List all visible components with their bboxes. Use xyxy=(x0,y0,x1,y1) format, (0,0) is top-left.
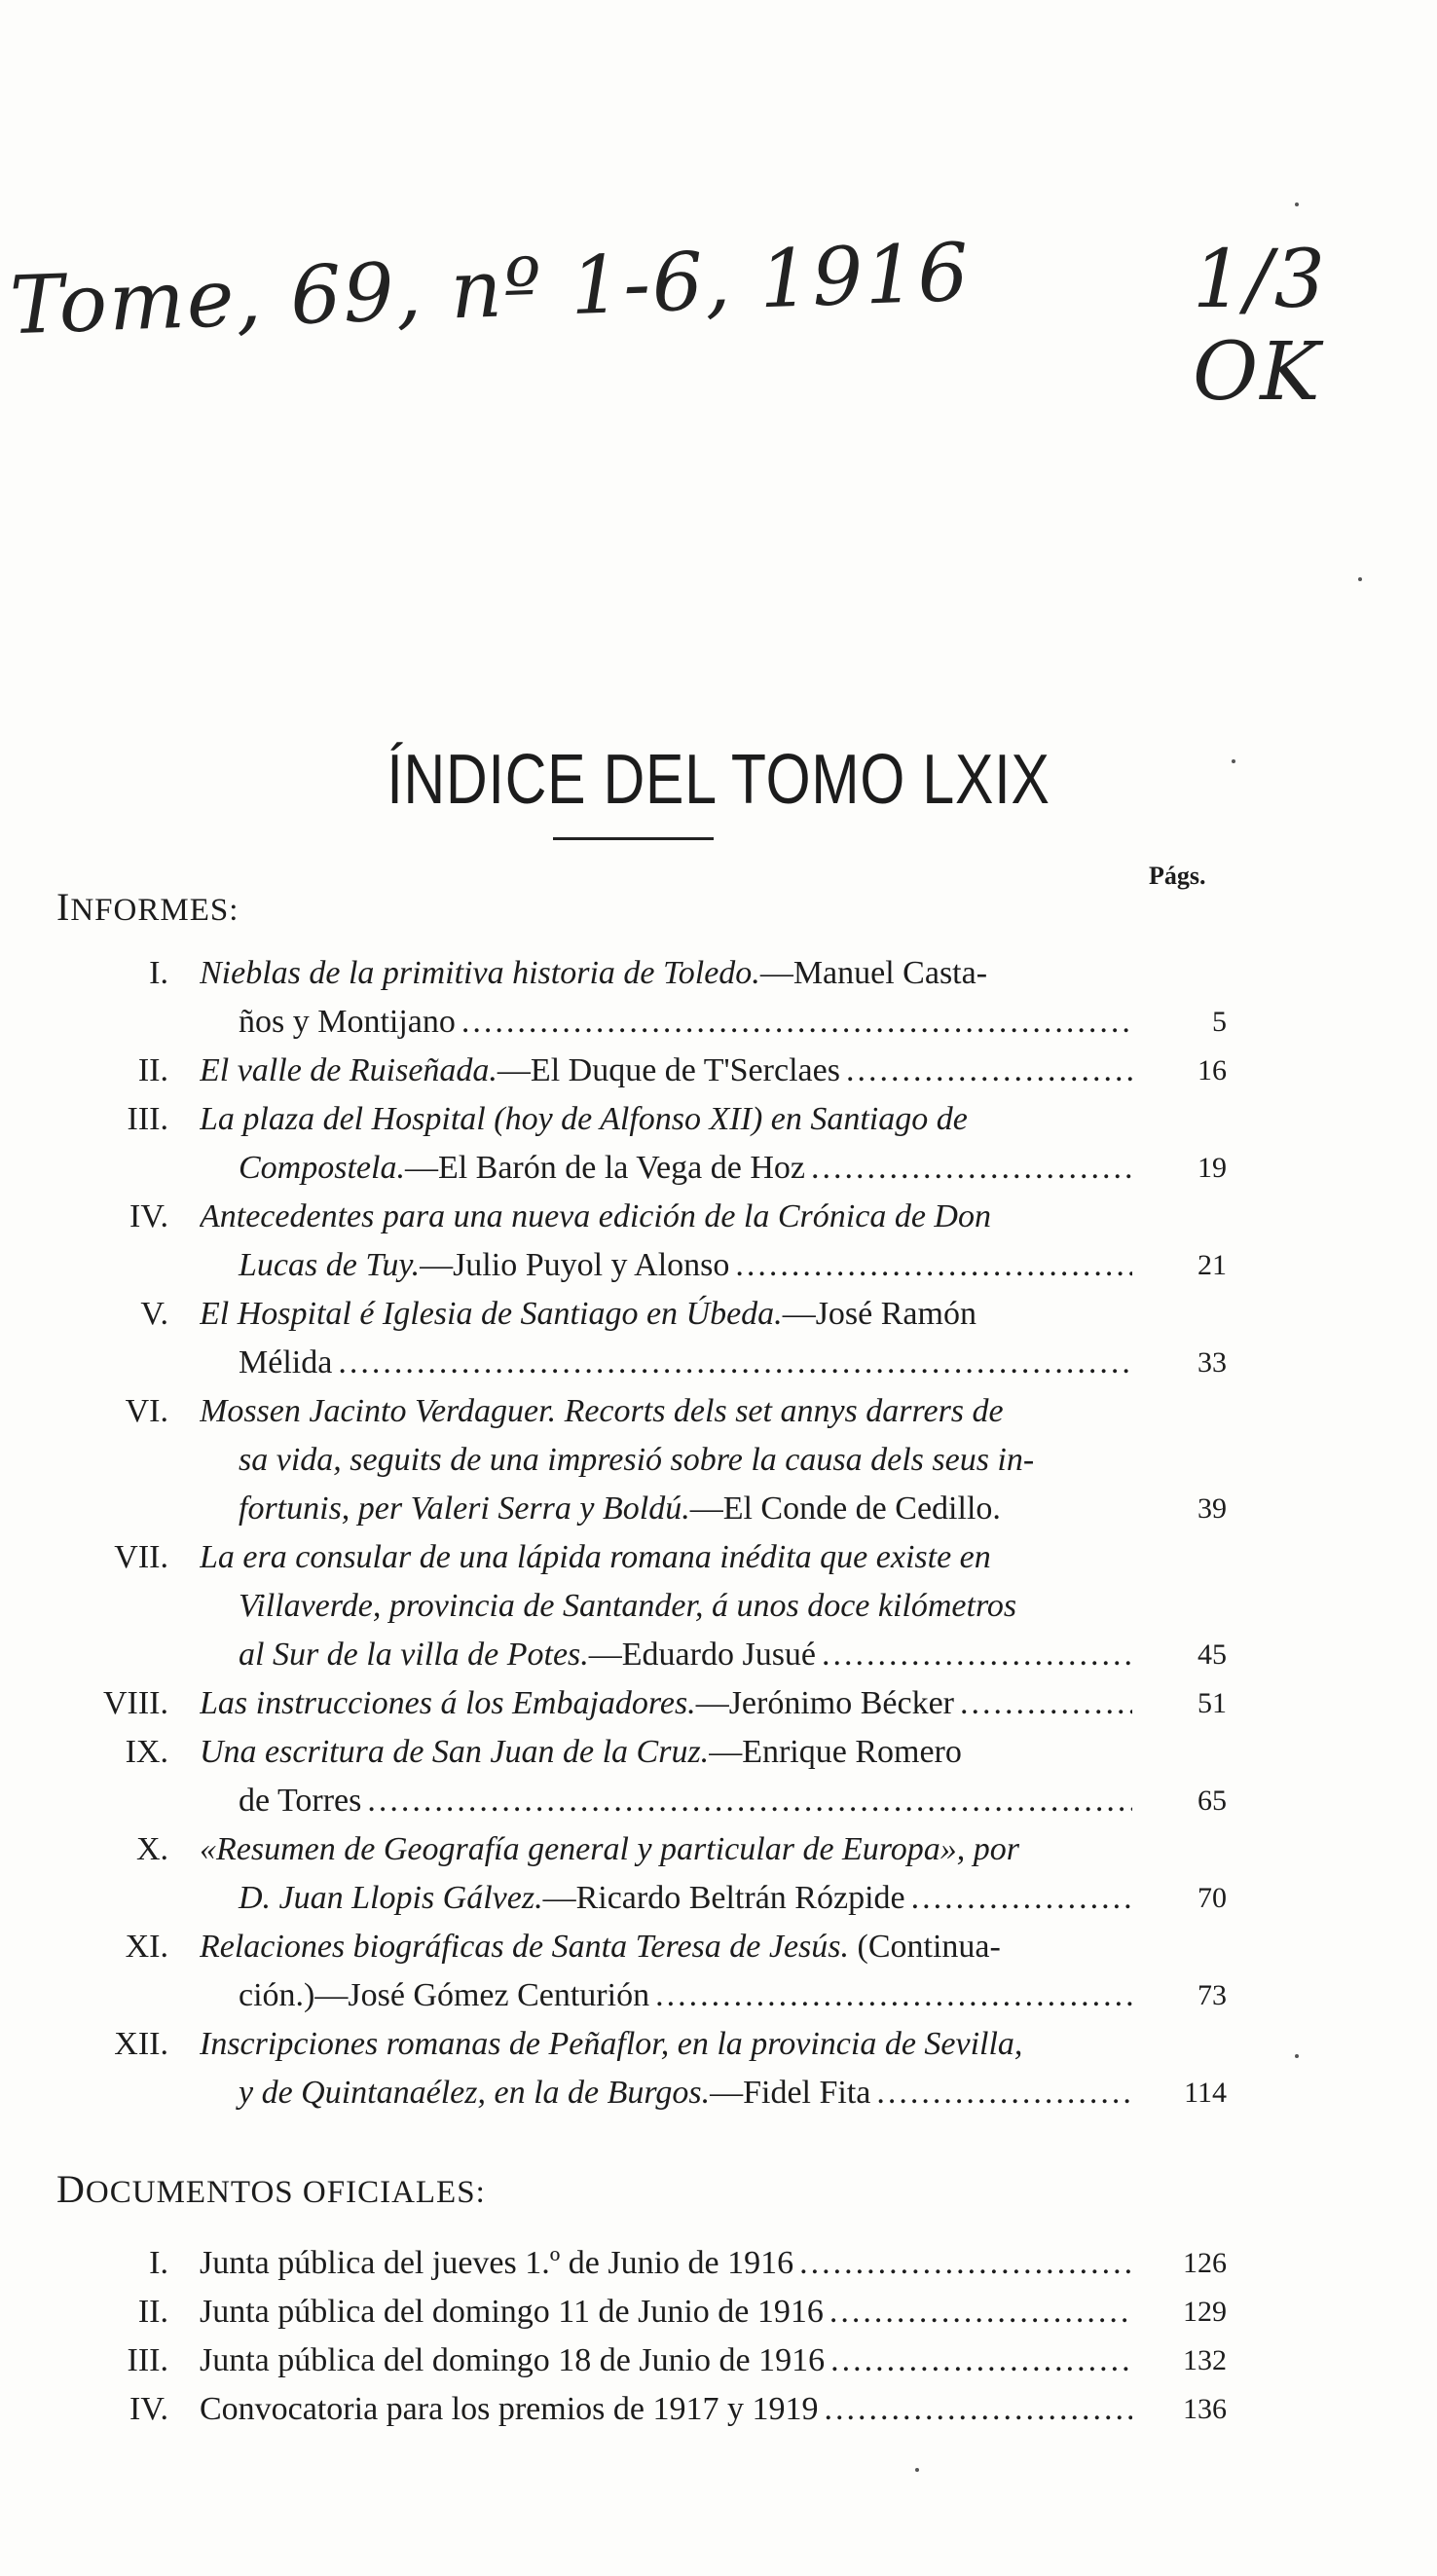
entry-page: 70 xyxy=(1198,1882,1227,1914)
entry-page: 21 xyxy=(1198,1249,1227,1281)
entry-author-cont: ños y Montijano xyxy=(239,1004,456,1040)
heading-rest: NFORMES: xyxy=(70,893,240,928)
entry-title-cont: al Sur de la villa de Potes. xyxy=(239,1637,589,1673)
entry-author: —El Barón de la Vega de Hoz xyxy=(404,1150,805,1186)
title-divider xyxy=(553,837,714,840)
heading-initial: D xyxy=(56,2167,86,2211)
entry-page: 132 xyxy=(1183,2344,1227,2376)
entry-number: IV. xyxy=(129,2391,168,2427)
leader-dots xyxy=(846,1047,1132,1095)
leader-dots xyxy=(960,1679,1132,1728)
entry-title: Las instrucciones á los Embajadores. xyxy=(200,1685,696,1721)
entry-line xyxy=(200,1339,1132,1387)
entry-page: 39 xyxy=(1198,1492,1227,1525)
entry-page: 129 xyxy=(1183,2296,1227,2328)
heading-rest: OCUMENTOS OFICIALES: xyxy=(85,2175,486,2210)
pages-column-label: Págs. xyxy=(1149,862,1206,890)
entry-text: Junta pública del domingo 11 de Junio de 1916 xyxy=(200,2294,824,2330)
entry-title-cont: Lucas de Tuy. xyxy=(239,1247,421,1283)
page-title: ÍNDICE DEL TOMO LXIX xyxy=(387,741,1050,819)
entry-line xyxy=(200,1874,1132,1923)
leader-dots xyxy=(876,2069,1132,2117)
entry-line xyxy=(200,1777,1132,1825)
entry-page: 136 xyxy=(1183,2393,1227,2425)
handwritten-volume-note: Tome, 69, nº 1-6, 1916 xyxy=(8,226,973,353)
entry-number: II. xyxy=(137,1052,168,1088)
leader-dots xyxy=(367,1777,1132,1825)
entry-line xyxy=(200,2288,1132,2337)
entry-author: —Eduardo Jusué xyxy=(588,1637,817,1673)
entry-line xyxy=(200,2337,1132,2385)
entry-title-cont: fortunis, per Valeri Serra y Boldú. xyxy=(239,1490,690,1527)
entry-author: —El Duque de T'Serclaes xyxy=(497,1052,840,1088)
entry-title: «Resumen de Geografía general y particular de Europa», por xyxy=(200,1831,1019,1867)
entry-page: 73 xyxy=(1198,1979,1227,2011)
entry-author-cont: de Torres xyxy=(239,1783,362,1819)
entry-page: 16 xyxy=(1198,1054,1227,1086)
entry-number: III. xyxy=(127,2342,168,2378)
entry-number: XII. xyxy=(114,2026,168,2062)
entry-page: 5 xyxy=(1212,1006,1227,1038)
entry-number: II. xyxy=(137,2294,168,2330)
entry-line xyxy=(200,2239,1132,2288)
entry-line xyxy=(200,2385,1132,2434)
entry-title: Inscripciones romanas de Peñaflor, en la provincia de Sevilla, xyxy=(200,2026,1023,2062)
entry-text: Junta pública del domingo 18 de Junio de 1916 xyxy=(200,2342,826,2378)
leader-dots xyxy=(655,1971,1132,2020)
entry-page: 45 xyxy=(1198,1638,1227,1671)
entry-title-cont: y de Quintanaélez, en la de Burgos. xyxy=(239,2075,711,2111)
entry-page: 33 xyxy=(1198,1346,1227,1379)
paper-speck xyxy=(1295,2054,1299,2058)
entry-number: VI. xyxy=(125,1393,168,1429)
entry-author: —Enrique Romero xyxy=(709,1734,962,1770)
entry-line xyxy=(200,1728,1132,1777)
entry-text: Convocatoria para los premios de 1917 y 1919 xyxy=(200,2391,819,2427)
entry-text: Junta pública del jueves 1.º de Junio de 1916 xyxy=(200,2245,794,2281)
paper-speck xyxy=(1358,577,1362,581)
entry-title: Una escritura de San Juan de la Cruz. xyxy=(200,1734,710,1770)
leader-dots xyxy=(799,2239,1132,2288)
entry-title-cont: Villaverde, provincia de Santander, á unos doce kilómetros xyxy=(239,1588,1017,1624)
entry-line xyxy=(200,1144,1132,1193)
entry-number: IX. xyxy=(125,1734,168,1770)
entry-number: I. xyxy=(149,2245,168,2281)
entry-author-cont: ción.)—José Gómez Centurión xyxy=(239,1977,650,2013)
heading-initial: I xyxy=(56,885,71,929)
entry-line xyxy=(200,1047,1132,1095)
entry-number: III. xyxy=(127,1101,168,1137)
leader-dots xyxy=(830,2337,1132,2385)
entry-title: Antecedentes para una nueva edición de la Crónica de Don xyxy=(200,1198,991,1234)
leader-dots xyxy=(811,1144,1132,1193)
entry-number: IV. xyxy=(129,1198,168,1234)
entry-page: 65 xyxy=(1198,1785,1227,1817)
entry-author: (Continua- xyxy=(849,1929,1001,1965)
entry-page: 19 xyxy=(1198,1152,1227,1184)
leader-dots xyxy=(461,998,1132,1047)
section-heading-documentos xyxy=(56,2166,486,2212)
entry-title: La era consular de una lápida romana inédita que existe en xyxy=(200,1539,991,1575)
entry-title-cont: D. Juan Llopis Gálvez. xyxy=(239,1880,543,1916)
entry-page: 51 xyxy=(1198,1687,1227,1719)
entry-title: Nieblas de la primitiva historia de Toledo. xyxy=(200,955,760,991)
entry-line xyxy=(200,1971,1132,2020)
entry-title-cont: Compostela. xyxy=(239,1150,405,1186)
entry-number: V. xyxy=(140,1296,168,1332)
entry-number: VIII. xyxy=(102,1685,168,1721)
entry-author: —Julio Puyol y Alonso xyxy=(420,1247,730,1283)
entry-number: VII. xyxy=(114,1539,168,1575)
entry-number: X. xyxy=(135,1831,168,1867)
leader-dots xyxy=(822,1631,1132,1679)
entry-line xyxy=(200,1923,1132,1971)
entry-title: La plaza del Hospital (hoy de Alfonso XII) en Santiago de xyxy=(200,1101,968,1137)
entry-line xyxy=(200,1485,1132,1533)
entry-author: —Manuel Casta- xyxy=(759,955,988,991)
entry-author: —Fidel Fita xyxy=(710,2075,871,2111)
entry-line xyxy=(200,1290,1132,1339)
leader-dots xyxy=(824,2385,1132,2434)
entry-line xyxy=(200,998,1132,1047)
entry-line xyxy=(200,1241,1132,1290)
entry-title: Relaciones biográficas de Santa Teresa de Jesús. xyxy=(200,1929,850,1965)
entry-author: —José Ramón xyxy=(782,1296,976,1332)
entry-author: —Ricardo Beltrán Rózpide xyxy=(542,1880,905,1916)
entry-number: XI. xyxy=(125,1929,168,1965)
handwritten-check-note: 1/3 OK xyxy=(1193,234,1327,419)
entry-page: 126 xyxy=(1183,2247,1227,2279)
entry-line xyxy=(200,1679,1132,1728)
entry-title-cont: sa vida, seguits de una impresió sobre la causa dels seus in- xyxy=(239,1442,1035,1478)
paper-speck xyxy=(1295,202,1299,206)
leader-dots xyxy=(911,1874,1132,1923)
entry-title: El valle de Ruiseñada. xyxy=(200,1052,497,1088)
leader-dots xyxy=(829,2288,1132,2337)
paper-speck xyxy=(1232,759,1235,763)
entry-number: I. xyxy=(149,955,168,991)
section-heading-informes xyxy=(56,884,239,930)
entry-line xyxy=(200,949,1132,998)
entry-author-cont: Mélida xyxy=(239,1344,333,1380)
entry-author: —Jerónimo Bécker xyxy=(695,1685,954,1721)
entry-page: 114 xyxy=(1184,2077,1227,2109)
entry-line xyxy=(200,1631,1132,1679)
paper-speck xyxy=(915,2468,919,2472)
entry-title: El Hospital é Iglesia de Santiago en Úbeda. xyxy=(200,1296,783,1332)
entry-line xyxy=(200,2069,1132,2117)
leader-dots xyxy=(735,1241,1132,1290)
entry-title: Mossen Jacinto Verdaguer. Recorts dels set annys darrers de xyxy=(200,1393,1004,1429)
leader-dots xyxy=(338,1339,1132,1387)
entry-author: —El Conde de Cedillo. xyxy=(689,1490,1001,1527)
